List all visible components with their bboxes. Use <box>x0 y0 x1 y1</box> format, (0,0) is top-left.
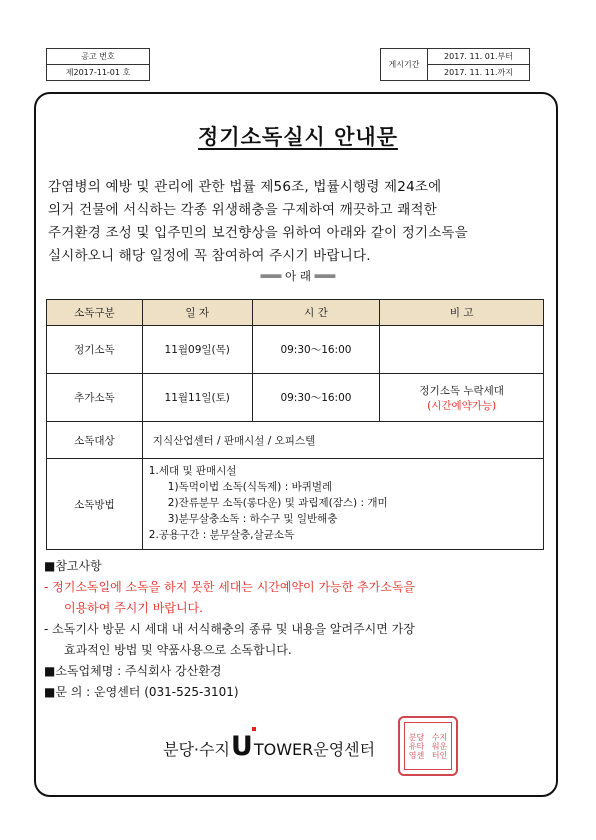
table-row <box>47 459 544 550</box>
seal-glyph: 영센 <box>408 750 425 760</box>
posting-period-label: 게시기간 <box>381 49 428 81</box>
below-marker: ═══ 아 래 ═══ <box>260 269 336 283</box>
seal-glyph: 유타 <box>408 741 425 751</box>
table-row <box>47 422 544 459</box>
method-value <box>142 459 543 550</box>
seal-glyph: 워운 <box>431 741 448 751</box>
notice-number-box <box>46 48 150 81</box>
header-date: 일 자 <box>142 300 252 326</box>
footer-org-name <box>163 733 375 760</box>
row-type: 추가소독 <box>47 374 143 422</box>
row-note <box>380 374 544 422</box>
company-line: ■소독업체명 : 주식회사 강산환경 <box>44 664 222 678</box>
intro-line: 주거환경 조성 및 입주민의 보건향상을 위하여 아래와 같이 정기소독을 <box>48 225 468 241</box>
logo-letter: U <box>230 731 253 762</box>
method-label: 소독방법 <box>47 459 143 550</box>
row-time: 09:30～16:00 <box>252 326 380 374</box>
contact-line: ■문 의 : 운영센터 (031-525-3101) <box>44 685 239 699</box>
notes-line: 효과적인 방법 및 약품사용으로 소독합니다. <box>64 643 292 657</box>
method-line: 2)잔류분무 소독(롱다운) 및 과립제(잠스) : 개미 <box>167 497 388 509</box>
logo-dot-icon <box>252 727 256 731</box>
seal-glyph: 수지 <box>431 732 448 742</box>
official-seal-stamp <box>398 716 458 776</box>
posting-period-from: 2017. 11. 01.부터 <box>428 49 530 65</box>
row-note-reservation: (시간예약가능) <box>427 399 497 412</box>
schedule-header-row <box>47 300 544 326</box>
notes-red-line: 이용하여 주시기 바랍니다. <box>64 601 203 615</box>
row-note-text: 정기소독 누락세대 <box>419 384 504 397</box>
utower-logo-u <box>231 733 253 760</box>
table-row <box>47 374 544 422</box>
row-date: 11월09일(목) <box>142 326 252 374</box>
intro-line: 실시하오니 해당 일정에 꼭 참여하여 주시기 바랍니다. <box>48 248 371 264</box>
page-title <box>0 121 596 151</box>
header-note: 비 고 <box>380 300 544 326</box>
row-date: 11월11일(토) <box>142 374 252 422</box>
header-time: 시 간 <box>252 300 380 326</box>
row-note <box>380 326 544 374</box>
posting-period-to: 2017. 11. 11.까지 <box>428 65 530 81</box>
posting-period-box <box>380 48 530 81</box>
method-line: 2.공용구간 : 분무살충,살균소독 <box>148 529 295 541</box>
row-type: 정기소독 <box>47 326 143 374</box>
footer-suffix: TOWER운영센터 <box>253 740 376 759</box>
seal-glyph: 터인 <box>431 750 448 760</box>
footer-prefix: 분당·수지 <box>163 740 230 759</box>
intro-paragraph <box>48 176 558 268</box>
method-line: 3)분무살충소독 : 하수구 및 일반해충 <box>167 513 338 525</box>
notes-red-line: - 정기소독일에 소독을 하지 못한 세대는 시간예약이 가능한 추가소독을 <box>44 580 416 594</box>
table-row <box>47 326 544 374</box>
method-line: 1.세대 및 판매시설 <box>148 465 237 477</box>
notes-heading: ■참고사항 <box>44 559 102 573</box>
target-label: 소독대상 <box>47 422 143 459</box>
notes-section <box>44 556 564 703</box>
notice-number-value: 제2017-11-01 호 <box>47 65 150 81</box>
notice-number-label: 공고 번호 <box>47 49 150 65</box>
method-line: 1)독먹이법 소독(식독제) : 바퀴벌레 <box>167 481 333 493</box>
header-type: 소독구분 <box>47 300 143 326</box>
page-title-text: 정기소독실시 안내문 <box>198 125 398 149</box>
notes-line: - 소독기사 방문 시 세대 내 서식해충의 종류 및 내용을 알려주시면 가장 <box>44 622 415 636</box>
seal-glyph: 분당 <box>408 732 425 742</box>
schedule-table <box>46 299 544 550</box>
target-value: 지식산업센터 / 판매시설 / 오피스텔 <box>142 422 543 459</box>
row-time: 09:30～16:00 <box>252 374 380 422</box>
intro-line: 감염병의 예방 및 관리에 관한 법률 제56조, 법률시행령 제24조에 <box>48 179 442 195</box>
intro-line: 의거 건물에 서식하는 각종 위생해충을 구제하여 깨끗하고 쾌적한 <box>48 202 437 218</box>
